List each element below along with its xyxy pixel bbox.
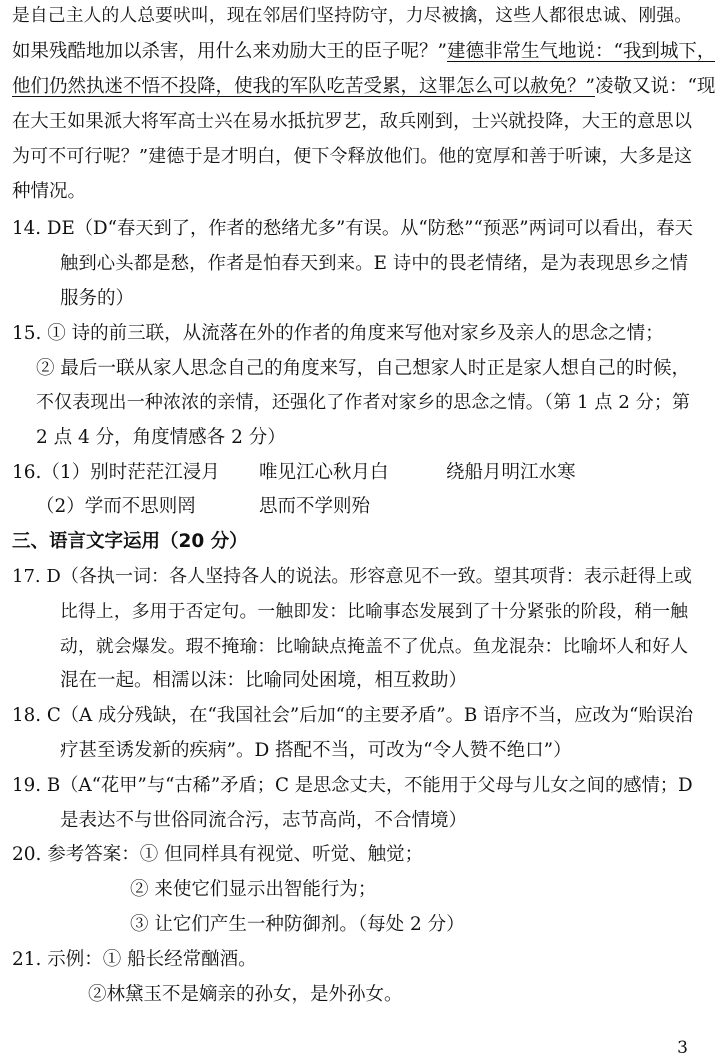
answer-20-line-1: 20. 参考答案：① 但同样具有视觉、听觉、触觉； <box>12 844 424 865</box>
page-number: 3 <box>677 1038 688 1058</box>
answer-20-line-2: ② 来使它们显示出智能行为； <box>130 879 377 900</box>
passage-line-3-plain: 凌敬又说：“现 <box>594 76 715 97</box>
section-3-heading: 三、语言文字运用（20 分） <box>12 531 248 552</box>
answer-19-line-2: 是表达不与世俗同流合污，志节高尚，不合情境） <box>60 810 468 831</box>
answer-17-line-2: 比得上，多用于否定句。一触即发：比喻事态发展到了十分紧张的阶段，稍一触 <box>60 602 688 622</box>
answer-21-line-1: 21. 示例：① 船长经常酗酒。 <box>12 949 257 970</box>
answer-15-line-1: 15. ① 诗的前三联，从流落在外的作者的角度来写他对家乡及亲人的思念之情； <box>12 323 664 344</box>
answer-16-line-2-a: （2）学而不思则罔 <box>36 496 196 517</box>
answer-15-line-4: 2 点 4 分，角度情感各 2 分） <box>36 427 286 448</box>
passage-line-5: 为可不可行呢？”建德于是才明白，便下令释放他们。他的宽厚和善于听谏，大多是这 <box>12 146 692 167</box>
passage-line-2-underlined: 建德非常生气地说：“我到城下， <box>446 41 715 62</box>
answer-19-line-1: 19. B（A“花甲”与“古稀”矛盾；C 是思念丈夫，不能用于父母与儿女之间的感情；D <box>12 775 693 796</box>
passage-line-3-underlined: 他们仍然执迷不悟不投降，使我的军队吃苦受累，这罪怎么可以赦免？” <box>12 76 595 97</box>
passage-line-3 <box>12 75 715 99</box>
answer-18-line-1: 18. C（A 成分残缺，在“我国社会”后加“的主要矛盾”。B 语序不当，应改为“贻误治 <box>12 705 694 726</box>
passage-line-2 <box>12 40 715 64</box>
passage-line-4: 在大王如果派大将军高士兴在易水抵抗罗艺，敌兵刚到，士兴就投降，大王的意思以 <box>12 111 692 132</box>
passage-line-2-plain: 如果残酷地加以杀害，用什么来劝励大王的臣子呢？” <box>12 41 447 62</box>
answer-16-line-2-b: 思而不学则殆 <box>259 496 371 517</box>
answer-17-line-3: 动，就会爆发。瑕不掩瑜：比喻缺点掩盖不了优点。鱼龙混杂：比喻坏人和好人 <box>60 637 688 657</box>
answer-15-line-2: ② 最后一联从家人思念自己的角度来写，自己想家人时正是家人想自己的时候， <box>36 358 690 379</box>
answer-14-line-1: 14. DE（D“春天到了，作者的愁绪尤多”有误。从“防愁”“预恶”两词可以看出，春天 <box>12 218 693 239</box>
answer-14-line-3: 服务的） <box>60 288 135 309</box>
answer-17-line-4: 混在一起。相濡以沫：比喻同处困境，相互救助） <box>60 670 468 691</box>
answer-18-line-2: 疗甚至诱发新的疾病”。D 搭配不当，可改为“令人赞不绝口”） <box>60 740 572 761</box>
answer-15-line-3: 不仅表现出一种浓浓的亲情，还强化了作者对家乡的思念之情。（第 1 点 2 分；第 <box>36 392 690 413</box>
answer-16-line-1-a: 16.（1）别时茫茫江浸月 <box>12 462 220 483</box>
answer-17-line-1: 17. D（各执一词：各人坚持各人的说法。形容意见不一致。望其项背：表示赶得上或 <box>12 566 692 587</box>
answer-14-line-2: 触到心头都是愁，作者是怕春天到来。E 诗中的畏老情绪，是为表现思乡之情 <box>60 253 688 274</box>
answer-21-line-2: ②林黛玉不是嫡亲的孙女，是外孙女。 <box>88 984 403 1005</box>
answer-16-line-1-b: 唯见江心秋月白 <box>259 462 389 483</box>
passage-line-6: 种情况。 <box>12 181 87 202</box>
answer-16-line-1-c: 绕船月明江水寒 <box>446 462 576 483</box>
answer-20-line-3: ③ 让它们产生一种防御剂。（每处 2 分） <box>130 914 465 935</box>
passage-line-1: 是自己主人的人总要吠叫，现在邻居们坚持防守，力尽被擒，这些人都很忠诚、刚强。 <box>12 6 692 26</box>
